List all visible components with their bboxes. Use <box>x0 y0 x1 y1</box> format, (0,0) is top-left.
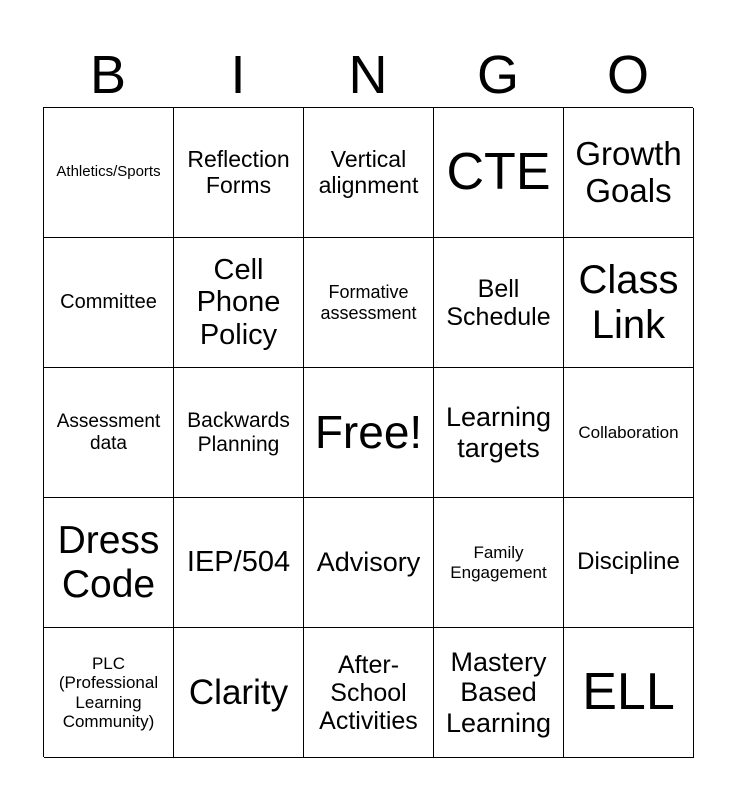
bingo-cell[interactable] <box>174 498 304 628</box>
bingo-cell[interactable] <box>564 238 694 368</box>
bingo-cell-label: Backwards Planning <box>187 408 290 456</box>
bingo-cell[interactable] <box>174 238 304 368</box>
bingo-cell[interactable] <box>304 498 434 628</box>
bingo-cell-label: Free! <box>314 405 423 458</box>
bingo-cell-label: Class Link <box>578 257 679 347</box>
bingo-board <box>43 107 693 757</box>
bingo-cell[interactable] <box>174 108 304 238</box>
bingo-cell[interactable] <box>564 368 694 498</box>
bingo-cell-label: Athletics/Sports <box>56 163 161 181</box>
bingo-cell-label: Formative assessment <box>320 282 417 323</box>
bingo-cell-label: Dress Code <box>57 518 160 606</box>
header-letter-i: I <box>230 45 246 105</box>
bingo-cell-label: Clarity <box>188 672 289 712</box>
bingo-cell[interactable] <box>564 108 694 238</box>
bingo-cell[interactable] <box>434 368 564 498</box>
bingo-cell-label: Discipline <box>577 548 680 576</box>
bingo-cell[interactable] <box>564 498 694 628</box>
bingo-cell[interactable] <box>44 238 174 368</box>
bingo-cell-label: Learning targets <box>445 402 552 463</box>
bingo-cell-label: Committee <box>60 291 157 314</box>
bingo-cell-label: CTE <box>446 143 551 202</box>
bingo-cell-label: Growth Goals <box>575 134 682 209</box>
header-letter-b: B <box>89 45 127 105</box>
header-letter-n: N <box>348 45 388 105</box>
bingo-cell[interactable] <box>434 238 564 368</box>
bingo-cell[interactable] <box>44 368 174 498</box>
bingo-cell[interactable] <box>564 628 694 758</box>
bingo-cell-label: Mastery Based Learning <box>445 647 552 738</box>
bingo-cell[interactable] <box>304 238 434 368</box>
bingo-cell-label: Cell Phone Policy <box>196 253 281 351</box>
bingo-cell-label: Family Engagement <box>450 543 547 582</box>
bingo-cell-label: After-School Activities <box>319 650 418 735</box>
bingo-cell-label: IEP/504 <box>186 546 291 579</box>
bingo-cell[interactable] <box>434 108 564 238</box>
bingo-cell-label: Bell Schedule <box>446 274 551 331</box>
bingo-cell-label: Assessment data <box>56 411 161 454</box>
bingo-cell-label: ELL <box>582 663 675 722</box>
bingo-cell-label: PLC (Professional Learning Community) <box>58 654 159 731</box>
header-letter-o: O <box>606 45 649 105</box>
bingo-cell-label: Advisory <box>316 547 421 578</box>
bingo-cell[interactable] <box>44 108 174 238</box>
bingo-cell-label: Collaboration <box>578 422 679 442</box>
bingo-cell[interactable] <box>44 498 174 628</box>
bingo-header <box>43 42 693 108</box>
bingo-cell[interactable] <box>304 628 434 758</box>
bingo-cell-label: Reflection Forms <box>187 145 290 198</box>
bingo-cell[interactable] <box>434 628 564 758</box>
header-letter-g: G <box>476 45 519 105</box>
bingo-cell[interactable] <box>304 108 434 238</box>
bingo-cell[interactable] <box>174 368 304 498</box>
bingo-cell-label: Vertical alignment <box>318 145 419 198</box>
bingo-cell[interactable] <box>174 628 304 758</box>
bingo-cell[interactable] <box>304 368 434 498</box>
bingo-cell[interactable] <box>434 498 564 628</box>
bingo-cell[interactable] <box>44 628 174 758</box>
